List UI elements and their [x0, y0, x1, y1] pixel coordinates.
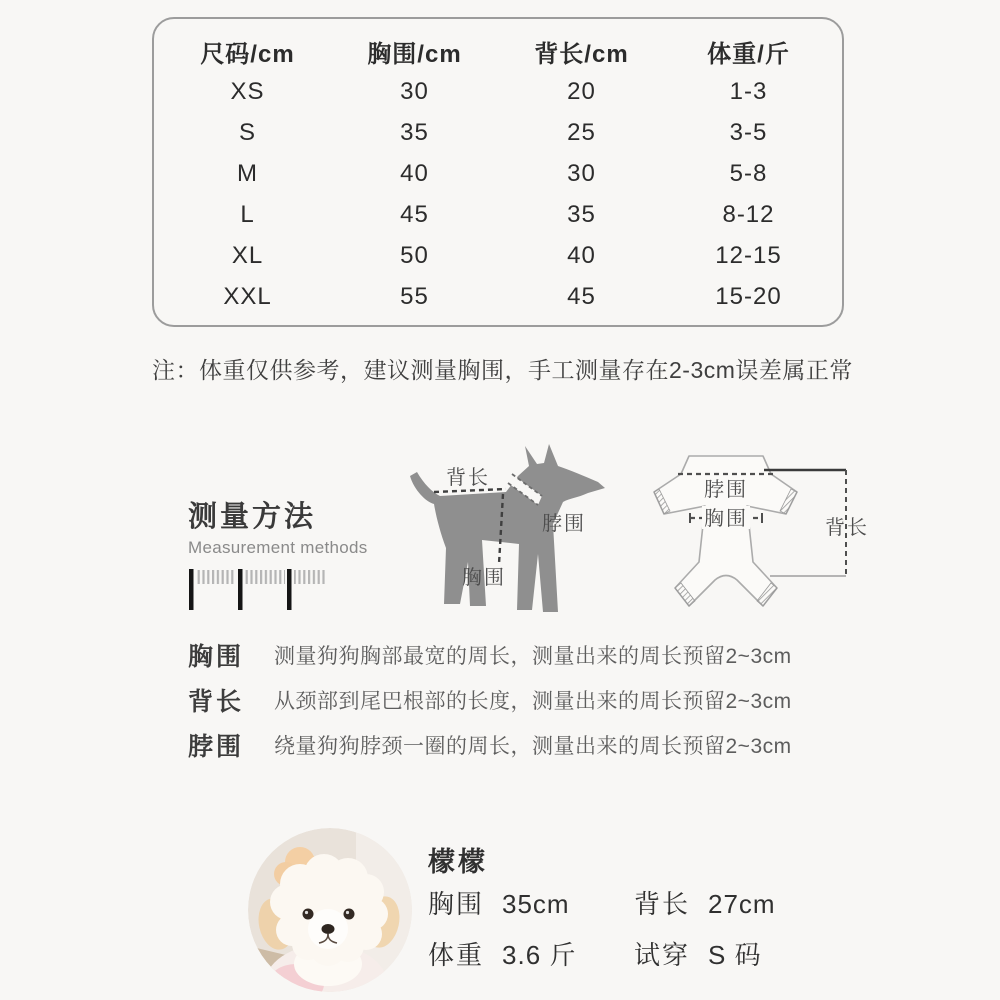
- cell-back: 20: [567, 78, 596, 106]
- cell-weight: 8-12: [722, 200, 775, 228]
- cell-size: M: [237, 159, 258, 187]
- definition-term: 胸围: [188, 642, 245, 671]
- stat-label: 背长: [634, 889, 691, 919]
- table-row: [164, 113, 832, 154]
- definition-term: 脖围: [188, 732, 245, 761]
- section-title: 测量方法: [188, 501, 317, 533]
- table-row: [164, 72, 832, 113]
- model-dog-photo: [248, 828, 412, 992]
- size-chart-header-row: [164, 31, 832, 72]
- back-length-line: [434, 489, 506, 492]
- stat-label: 胸围: [428, 889, 485, 919]
- garment-measurement-diagram: [640, 430, 880, 642]
- measurement-definitions: [188, 632, 868, 767]
- definition-row: [188, 632, 868, 677]
- garment-chest-label: 胸围: [704, 508, 748, 530]
- definition-row: [188, 677, 868, 722]
- stat-back: [634, 884, 776, 921]
- model-dog-name: 檬檬: [428, 847, 488, 877]
- model-stats: [428, 884, 776, 972]
- size-chart-table: [152, 17, 844, 327]
- cell-chest: 35: [400, 119, 429, 147]
- cell-back: 40: [567, 241, 596, 269]
- definition-row: [188, 722, 868, 767]
- cell-chest: 45: [400, 200, 429, 228]
- stat-value: S 码: [708, 940, 762, 970]
- table-row: [164, 154, 832, 195]
- definition-term: 背长: [188, 687, 245, 716]
- table-row: [164, 276, 832, 317]
- cell-weight: 15-20: [715, 282, 782, 310]
- stat-label: 试穿: [634, 940, 691, 970]
- dog-measurement-diagram: [402, 432, 617, 630]
- cell-size: XXL: [223, 282, 272, 310]
- stat-fit-size: [634, 935, 776, 972]
- stat-value: 3.6 斤: [502, 940, 577, 970]
- cell-chest: 40: [400, 159, 429, 187]
- cell-weight: 3-5: [729, 119, 768, 147]
- measurement-method-header: [188, 494, 368, 612]
- measurement-note: 注：体重仅供参考，建议测量胸围，手工测量存在2-3cm误差属正常: [152, 357, 853, 383]
- table-row: [164, 235, 832, 276]
- cell-back: 25: [567, 119, 596, 147]
- dog-back-label: 背长: [446, 467, 490, 489]
- col-header-chest: 胸围/cm: [367, 40, 462, 68]
- definition-desc: 绕量狗狗脖颈一圈的周长，测量出来的周长预留2~3cm: [274, 734, 792, 758]
- cell-back: 35: [567, 200, 596, 228]
- definition-desc: 测量狗狗胸部最宽的周长，测量出来的周长预留2~3cm: [274, 644, 792, 668]
- cell-size: S: [238, 119, 256, 147]
- cell-chest: 30: [400, 78, 429, 106]
- col-header-weight: 体重/斤: [707, 40, 790, 68]
- stat-chest: [428, 884, 634, 921]
- col-header-back: 背长/cm: [534, 40, 629, 68]
- cell-weight: 12-15: [715, 241, 782, 269]
- cell-size: XL: [231, 241, 264, 269]
- cell-back: 45: [567, 282, 596, 310]
- garment-neck-label: 脖围: [704, 479, 748, 501]
- stat-label: 体重: [428, 940, 485, 970]
- cell-weight: 5-8: [729, 159, 768, 187]
- definition-desc: 从颈部到尾巴根部的长度，测量出来的周长预留2~3cm: [274, 689, 792, 713]
- ruler-icon: [188, 568, 328, 612]
- stat-value: 35cm: [502, 889, 570, 919]
- stat-value: 27cm: [708, 889, 776, 919]
- col-header-size: 尺码/cm: [200, 40, 295, 68]
- dog-neck-label: 脖围: [542, 513, 586, 535]
- cell-size: L: [240, 200, 255, 228]
- cell-chest: 55: [400, 282, 429, 310]
- model-dog-photo-art: [248, 828, 412, 992]
- section-subtitle: Measurement methods: [188, 538, 368, 557]
- cell-weight: 1-3: [729, 78, 768, 106]
- stat-weight: [428, 935, 634, 972]
- table-row: [164, 194, 832, 235]
- cell-size: XS: [230, 78, 265, 106]
- dog-chest-label: 胸围: [462, 567, 506, 589]
- cell-chest: 50: [400, 241, 429, 269]
- cell-back: 30: [567, 159, 596, 187]
- garment-back-label: 背长: [825, 517, 869, 539]
